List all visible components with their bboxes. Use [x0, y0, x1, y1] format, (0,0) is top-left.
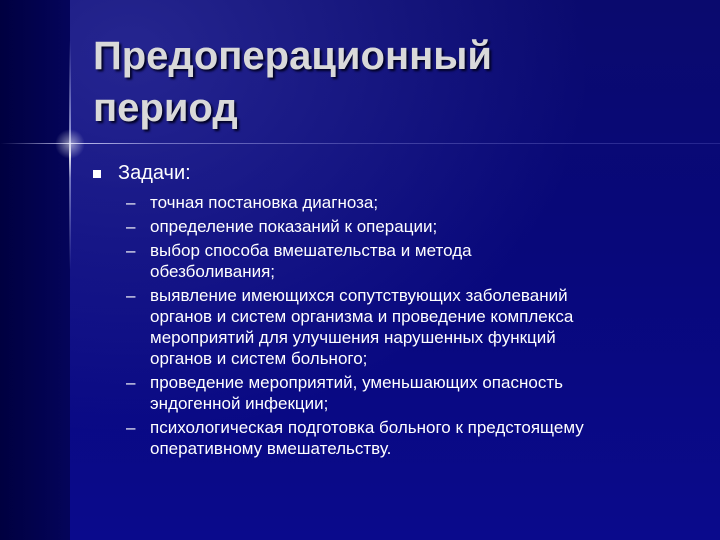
task-text — [150, 372, 683, 414]
dash-bullet: – — [126, 217, 136, 236]
task-item — [126, 192, 683, 213]
task-text-line: определение показаний к операции; — [150, 217, 438, 236]
dash-bullet: – — [126, 193, 136, 212]
task-text-line: органов и систем организма и проведение комплекса — [150, 307, 574, 326]
slide-title-line-2: период — [93, 86, 238, 130]
left-dark-band — [0, 0, 70, 540]
dash-bullet: – — [126, 286, 136, 305]
task-text-line: проведение мероприятий, уменьшающих опасность — [150, 373, 563, 392]
slide-content — [93, 158, 683, 462]
dash-bullet: – — [126, 241, 136, 260]
bullet-label: Задачи: — [118, 162, 191, 184]
task-text-line: психологическая подготовка больного к предстоящему — [150, 418, 584, 437]
task-text — [150, 240, 683, 282]
dash-bullet: – — [126, 373, 136, 392]
square-bullet-icon — [93, 170, 101, 178]
task-text-line: выбор способа вмешательства и метода — [150, 241, 472, 260]
slide-title — [93, 30, 693, 134]
task-item — [126, 372, 683, 414]
task-text — [150, 285, 683, 369]
task-text-line: органов и систем больного; — [150, 349, 368, 368]
task-text-line: обезболивания; — [150, 262, 276, 281]
task-list — [93, 192, 683, 459]
task-item — [126, 285, 683, 369]
task-text-line: точная постановка диагноза; — [150, 193, 379, 212]
task-text-line: мероприятий для улучшения нарушенных функций — [150, 328, 556, 347]
task-item — [126, 216, 683, 237]
light-flare-glow — [55, 129, 85, 159]
dash-bullet: – — [126, 418, 136, 437]
task-text-line: выявление имеющихся сопутствующих заболеваний — [150, 286, 568, 305]
task-text — [150, 216, 683, 237]
slide-title-line-1: Предоперационный — [93, 34, 493, 78]
task-item — [126, 417, 683, 459]
task-item — [126, 240, 683, 282]
task-text — [150, 417, 683, 459]
task-text-line: оперативному вмешательству. — [150, 439, 392, 458]
task-text-line: эндогенной инфекции; — [150, 394, 329, 413]
task-text — [150, 192, 683, 213]
light-flare-horizontal — [0, 143, 720, 144]
bullet-item — [93, 158, 683, 188]
